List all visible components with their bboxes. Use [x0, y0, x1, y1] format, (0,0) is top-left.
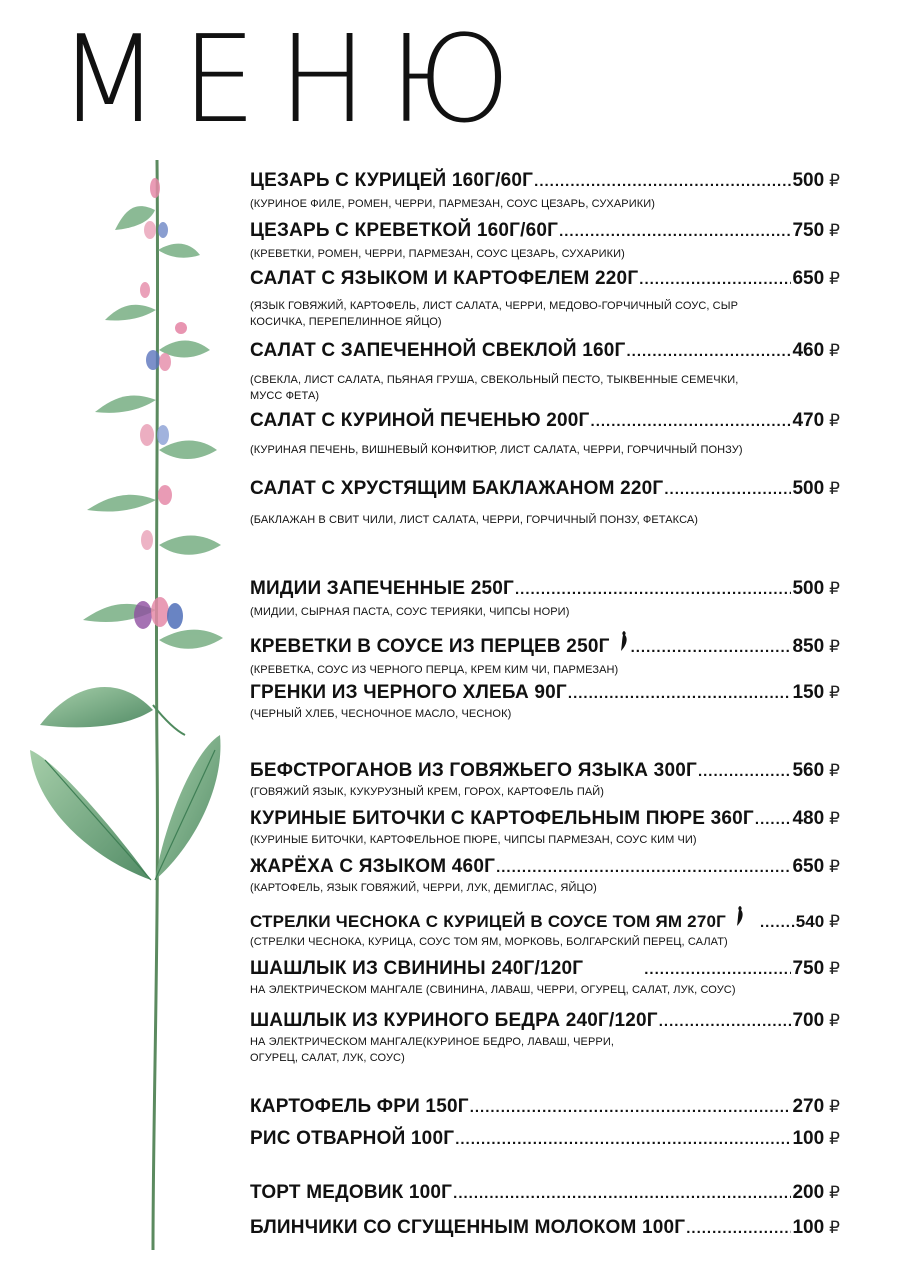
item-description: (ЧЕРНЫЙ ХЛЕБ, ЧЕСНОЧНОЕ МАСЛО, ЧЕСНОК) [250, 708, 512, 720]
menu-item [250, 268, 840, 330]
item-name: МИДИИ ЗАПЕЧЕННЫЕ 250Г [250, 578, 515, 599]
item-name: ГРЕНКИ ИЗ ЧЕРНОГО ХЛЕБА 90Г [250, 682, 567, 703]
item-price: 150 [792, 682, 825, 703]
currency-symbol: ₽ [829, 1011, 840, 1030]
item-price: 500 [792, 478, 825, 499]
currency-symbol: ₽ [829, 411, 840, 430]
currency-symbol: ₽ [829, 637, 840, 656]
dot-leader [644, 961, 791, 978]
currency-symbol: ₽ [829, 683, 840, 702]
item-name: СТРЕЛКИ ЧЕСНОКА С КУРИЦЕЙ В СОУСЕ ТОМ ЯМ 270Г [250, 912, 726, 931]
dot-leader [455, 1131, 791, 1148]
menu-item [250, 478, 840, 528]
menu-item [250, 760, 840, 800]
dot-leader [639, 271, 791, 288]
item-price: 750 [792, 220, 825, 241]
currency-symbol: ₽ [829, 171, 840, 190]
item-name: САЛАТ С ХРУСТЯЩИМ БАКЛАЖАНОМ 220Г [250, 478, 664, 499]
menu-item [250, 1010, 840, 1066]
item-name: ШАШЛЫК ИЗ СВИНИНЫ 240Г/120Г [250, 958, 584, 979]
item-description: (КУРИНОЕ ФИЛЕ, РОМЕН, ЧЕРРИ, ПАРМЕЗАН, СОУС ЦЕЗАРЬ, СУХАРИКИ) [250, 198, 656, 210]
item-price: 270 [792, 1096, 825, 1117]
watercolor-flower-stem-illustration [25, 150, 235, 1250]
item-price: 200 [792, 1182, 825, 1203]
dot-leader [496, 859, 791, 876]
menu-item [250, 682, 840, 722]
item-description: (КРЕВЕТКА, СОУС ИЗ ЧЕРНОГО ПЕРЦА, КРЕМ КИМ ЧИ, ПАРМЕЗАН) [250, 664, 619, 676]
item-name: КАРТОФЕЛЬ ФРИ 150Г [250, 1096, 469, 1117]
item-name: ЖАРЁХА С ЯЗЫКОМ 460Г [250, 856, 496, 877]
item-name: КРЕВЕТКИ В СОУСЕ ИЗ ПЕРЦЕВ 250Г [250, 636, 610, 657]
menu-item [250, 1182, 840, 1204]
currency-symbol: ₽ [829, 479, 840, 498]
item-price: 480 [792, 808, 825, 829]
item-name: ТОРТ МЕДОВИК 100Г [250, 1182, 453, 1203]
item-description: (ГОВЯЖИЙ ЯЗЫК, КУКУРУЗНЫЙ КРЕМ, ГОРОХ, КАРТОФЕЛЬ ПАЙ) [250, 786, 605, 798]
item-description: (ЯЗЫК ГОВЯЖИЙ, КАРТОФЕЛЬ, ЛИСТ САЛАТА, ЧЕРРИ, МЕДОВО-ГОРЧИЧНЫЙ СОУС, СЫР КОСИЧКА, ПЕРЕПЕЛИННОЕ ЯЙЦО) [250, 300, 739, 328]
menu-item [250, 958, 840, 998]
currency-symbol: ₽ [829, 959, 840, 978]
dot-leader [664, 481, 791, 498]
dot-leader [686, 1220, 791, 1237]
item-price: 100 [792, 1217, 825, 1238]
item-price: 540 [795, 912, 825, 931]
menu-item [250, 340, 840, 404]
item-description: (КУРИНАЯ ПЕЧЕНЬ, ВИШНЕВЫЙ КОНФИТЮР, ЛИСТ САЛАТА, ЧЕРРИ, ГОРЧИЧНЫЙ ПОНЗУ) [250, 444, 743, 456]
item-name: ЦЕЗАРЬ С КРЕВЕТКОЙ 160Г/60Г [250, 220, 559, 241]
item-name: ШАШЛЫК ИЗ КУРИНОГО БЕДРА 240Г/120Г [250, 1010, 658, 1031]
item-description: (КУРИНЫЕ БИТОЧКИ, КАРТОФЕЛЬНОЕ ПЮРЕ, ЧИПСЫ ПАРМЕЗАН, СОУС КИМ ЧИ) [250, 834, 697, 846]
item-price: 470 [792, 410, 825, 431]
item-description: НА ЭЛЕКТРИЧЕСКОМ МАНГАЛЕ (СВИНИНА, ЛАВАШ, ЧЕРРИ, ОГУРЕЦ, САЛАТ, ЛУК, СОУС) [250, 984, 736, 996]
menu-item [250, 905, 840, 950]
menu-item [250, 220, 840, 262]
dot-leader [559, 223, 791, 240]
dot-leader [631, 639, 792, 656]
item-price: 460 [792, 340, 825, 361]
currency-symbol: ₽ [829, 1097, 840, 1116]
chili-pepper-icon [618, 630, 630, 652]
menu-item [250, 1217, 840, 1239]
dot-leader [453, 1185, 791, 1202]
menu-title: МЕНЮ [58, 8, 533, 150]
currency-symbol: ₽ [829, 221, 840, 240]
dot-leader [534, 173, 791, 190]
currency-symbol: ₽ [829, 341, 840, 360]
currency-symbol: ₽ [829, 579, 840, 598]
item-description: (СВЕКЛА, ЛИСТ САЛАТА, ПЬЯНАЯ ГРУША, СВЕКОЛЬНЫЙ ПЕСТО, ТЫКВЕННЫЕ СЕМЕЧКИ, МУСС ФЕТА) [250, 374, 739, 402]
dot-leader [698, 763, 792, 780]
item-description: (МИДИИ, СЫРНАЯ ПАСТА, СОУС ТЕРИЯКИ, ЧИПСЫ НОРИ) [250, 606, 570, 618]
menu-item [250, 630, 840, 678]
dot-leader [755, 811, 792, 828]
item-description: (БАКЛАЖАН В СВИТ ЧИЛИ, ЛИСТ САЛАТА, ЧЕРРИ, ГОРЧИЧНЫЙ ПОНЗУ, ФЕТАКСА) [250, 514, 699, 526]
item-price: 500 [792, 578, 825, 599]
item-price: 650 [792, 856, 825, 877]
item-price: 750 [792, 958, 825, 979]
chili-pepper-icon [734, 905, 746, 927]
menu-item [250, 1096, 840, 1118]
currency-symbol: ₽ [829, 1129, 840, 1148]
menu-item [250, 1128, 840, 1150]
currency-symbol: ₽ [829, 1218, 840, 1237]
item-name: БЛИНЧИКИ СО СГУЩЕННЫМ МОЛОКОМ 100Г [250, 1217, 686, 1238]
item-name: ЦЕЗАРЬ С КУРИЦЕЙ 160Г/60Г [250, 170, 534, 191]
item-description: (СТРЕЛКИ ЧЕСНОКА, КУРИЦА, СОУС ТОМ ЯМ, МОРКОВЬ, БОЛГАРСКИЙ ПЕРЕЦ, САЛАТ) [250, 936, 728, 948]
item-name: САЛАТ С ЯЗЫКОМ И КАРТОФЕЛЕМ 220Г [250, 268, 639, 289]
dot-leader [760, 914, 795, 931]
menu-item [250, 170, 840, 212]
item-name: САЛАТ С ЗАПЕЧЕННОЙ СВЕКЛОЙ 160Г [250, 340, 626, 361]
item-name: РИС ОТВАРНОЙ 100Г [250, 1128, 455, 1149]
item-price: 850 [792, 636, 825, 657]
currency-symbol: ₽ [829, 269, 840, 288]
menu-item [250, 808, 840, 848]
dot-leader [515, 581, 791, 598]
currency-symbol: ₽ [829, 857, 840, 876]
item-name: САЛАТ С КУРИНОЙ ПЕЧЕНЬЮ 200Г [250, 410, 590, 431]
item-price: 650 [792, 268, 825, 289]
dot-leader [568, 685, 792, 702]
item-name: БЕФСТРОГАНОВ ИЗ ГОВЯЖЬЕГО ЯЗЫКА 300Г [250, 760, 697, 781]
dot-leader [659, 1013, 792, 1030]
item-description: (КРЕВЕТКИ, РОМЕН, ЧЕРРИ, ПАРМЕЗАН, СОУС ЦЕЗАРЬ, СУХАРИКИ) [250, 248, 625, 260]
menu-item [250, 856, 840, 896]
menu-item [250, 578, 840, 620]
item-price: 100 [792, 1128, 825, 1149]
currency-symbol: ₽ [829, 912, 840, 931]
dot-leader [627, 343, 792, 360]
dot-leader [591, 413, 792, 430]
currency-symbol: ₽ [829, 1183, 840, 1202]
dot-leader [470, 1099, 792, 1116]
item-description: НА ЭЛЕКТРИЧЕСКОМ МАНГАЛЕ(КУРИНОЕ БЕДРО, ЛАВАШ, ЧЕРРИ, ОГУРЕЦ, САЛАТ, ЛУК, СОУС) [250, 1036, 615, 1064]
item-description: (КАРТОФЕЛЬ, ЯЗЫК ГОВЯЖИЙ, ЧЕРРИ, ЛУК, ДЕМИГЛАС, ЯЙЦО) [250, 882, 597, 894]
item-name: КУРИНЫЕ БИТОЧКИ С КАРТОФЕЛЬНЫМ ПЮРЕ 360Г [250, 808, 754, 829]
item-price: 500 [792, 170, 825, 191]
item-price: 560 [792, 760, 825, 781]
currency-symbol: ₽ [829, 809, 840, 828]
menu-item [250, 410, 840, 458]
currency-symbol: ₽ [829, 761, 840, 780]
item-price: 700 [792, 1010, 825, 1031]
